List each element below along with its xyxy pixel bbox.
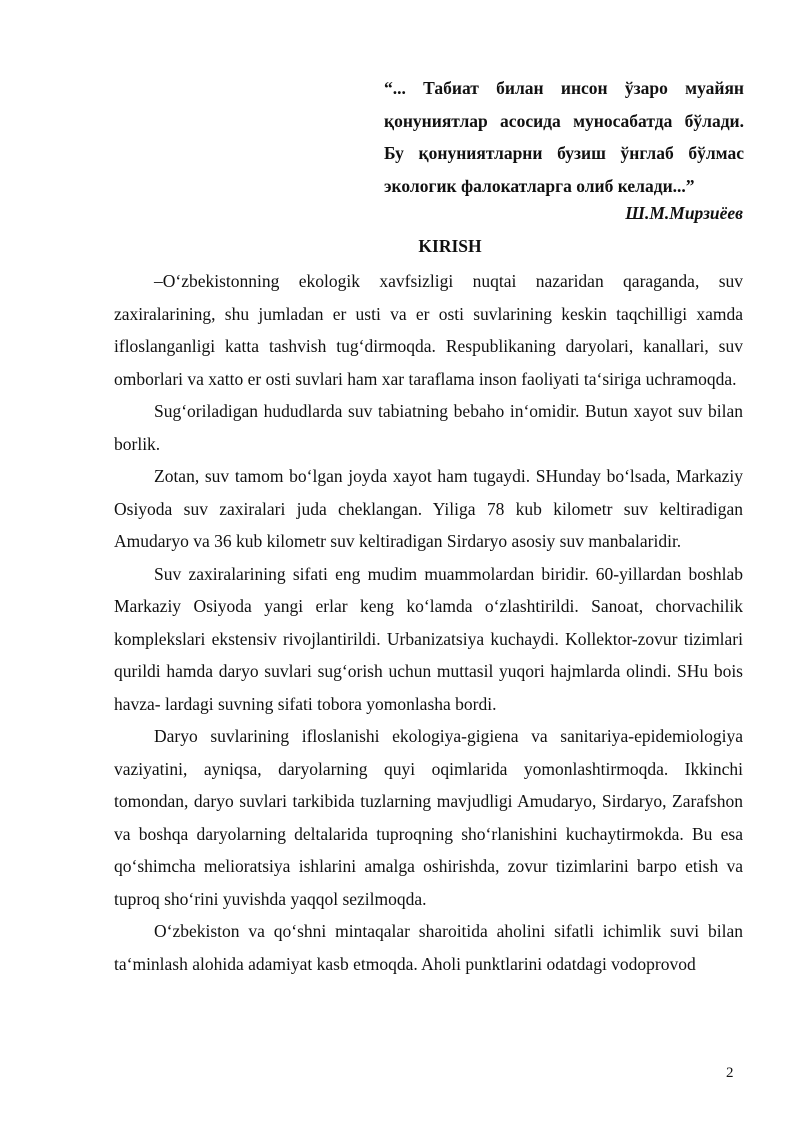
paragraph: –O‘zbekistonning ekologik xavfsizligi nuqtai nazaridan qaraganda, suv zaxiralarining, shu jumladan er usti va er osti suvlarining keskin taqchilligi xamda ifloslanganligi katta tashvish tug‘dirmoqda. Respublikaning daryolari, kanallari, suv omborlari va xatto er osti suvlari ham xar taraflama inson faoliyati ta‘siriga uchramoqda. [114, 271, 743, 389]
epigraph-line: қонуниятлар асосида муносабатда бўлади. [384, 110, 744, 131]
page-number: 2 [726, 1065, 734, 1081]
epigraph-author: Ш.М.Мирзиёев [625, 203, 743, 223]
epigraph-line: экологик фалокатларга олиб келади...” [384, 175, 695, 196]
section-heading: KIRISH [418, 236, 482, 256]
paragraph: Sug‘oriladigan hududlarda suv tabiatning bebaho in‘omidir. Butun xayot suv bilan borlik. [114, 401, 743, 454]
paragraph: Daryo suvlarining ifloslanishi ekologiya-gigiena va sanitariya-epidemiologiya vaziyatini, ayniqsa, daryolarning quyi oqimlarida yomonlashtirmoqda. Ikkinchi tomondan, daryo suvlari tarkibida tuzlarning mavjudligi Amudaryo, Sirdaryo, Zarafshon va boshqa daryolarning deltalarida tuproqning sho‘rlanishini kuchaytirmokda. Bu esa qo‘shimcha melioratsiya ishlarini amalga oshirishda, zovur tizimlarini barpo etish va tuproq sho‘rini yuvishda yaqqol sezilmoqda. [114, 726, 743, 909]
epigraph-line: Бу қонуниятларни бузиш ўнглаб бўлмас [384, 143, 744, 163]
epigraph [384, 72, 744, 202]
body-text [114, 265, 743, 980]
epigraph-line: “... Табиат билан инсон ўзаро муайян [384, 78, 744, 98]
paragraph: O‘zbekiston va qo‘shni mintaqalar sharoitida aholini sifatli ichimlik suvi bilan ta‘minlash alohida adamiyat kasb etmoqda. Aholi punktlarini odatdagi vodoprovod [114, 921, 743, 974]
paragraph: Suv zaxiralarining sifati eng mudim muammolardan biridir. 60-yillardan boshlab Markaziy Osiyoda yangi erlar keng ko‘lamda o‘zlashtirildi. Sanoat, chorvachilik komplekslari ekstensiv rivojlantirildi. Urbanizatsiya kuchaydi. Kollektor-zovur tizimlari qurildi hamda daryo suvlari sug‘orish uchun muttasil yuqori hajmlarda olindi. SHu bois havza- lardagi suvning sifati tobora yomonlasha bordi. [114, 563, 743, 714]
paragraph: Zotan, suv tamom bo‘lgan joyda xayot ham tugaydi. SHunday bo‘lsada, Markaziy Osiyoda suv zaxiralari juda cheklangan. Yiliga 78 kub kilometr suv keltiradigan Amudaryo va 36 kub kilometr suv keltiradigan Sirdaryo asosiy suv manbalaridir. [114, 466, 743, 551]
